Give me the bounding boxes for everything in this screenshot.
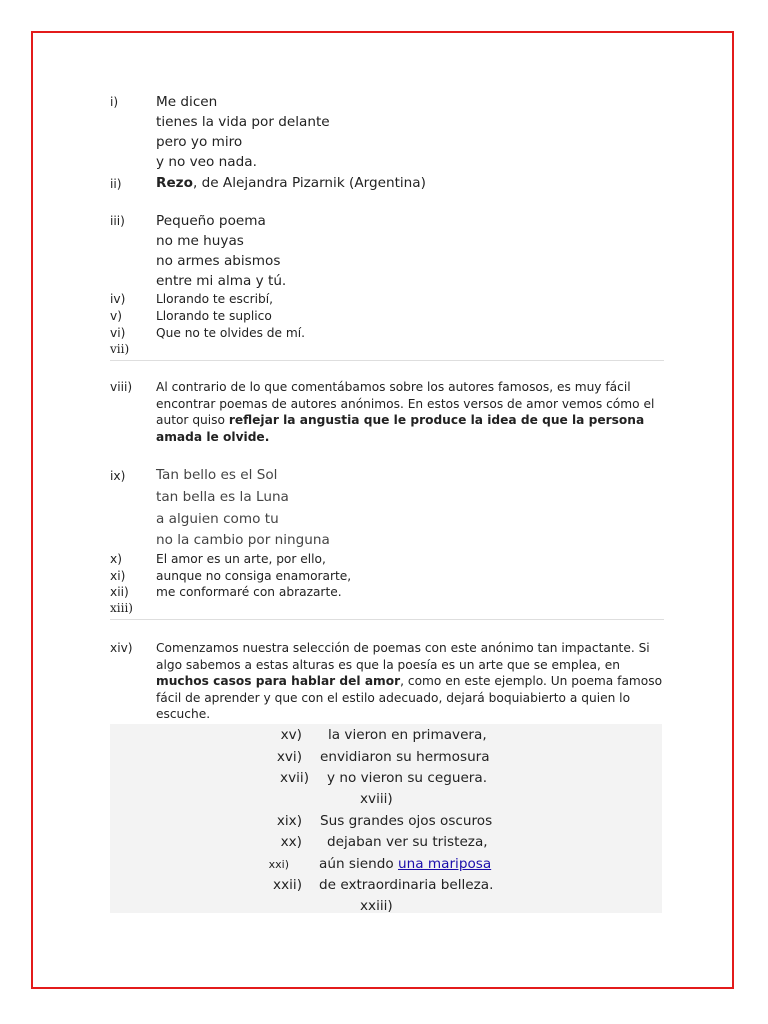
poem-line-text: aún siendo (319, 856, 398, 872)
poem-line: no armes abismos (156, 253, 281, 269)
item-number: ix) (110, 469, 126, 483)
poem-line: Llorando te suplico (156, 309, 272, 323)
poem-line: me conformaré con abrazarte. (156, 585, 342, 599)
poem-credit (156, 175, 426, 191)
paragraph (156, 640, 666, 723)
item-number: xix) (276, 813, 302, 829)
item-number: iv) (110, 292, 126, 306)
item-number: xi) (110, 569, 126, 583)
item-number: xviii) (360, 791, 393, 807)
item-number: ii) (110, 177, 122, 191)
item-number: iii) (110, 214, 125, 228)
poem-line: aunque no consiga enamorarte, (156, 569, 352, 583)
item-number: i) (110, 95, 119, 109)
poem-line: dejaban ver su tristeza, (327, 834, 488, 850)
poem-line: Me dicen (156, 94, 218, 110)
item-number: xvii) (280, 770, 309, 786)
item-number: xvi) (276, 749, 302, 765)
item-number: xxii) (273, 877, 302, 893)
poem-line: Tan bello es el Sol (156, 467, 278, 483)
item-number: xxiii) (360, 898, 393, 914)
poem-line: de extraordinaria belleza. (319, 877, 494, 893)
poem-author: , de Alejandra Pizarnik (Argentina) (192, 175, 426, 191)
item-number: xiii) (110, 601, 133, 615)
poem-line: a alguien como tu (156, 511, 279, 527)
poem-line: pero yo miro (156, 134, 243, 150)
poem-line (319, 856, 491, 872)
poem-line: tienes la vida por delante (156, 114, 330, 130)
poem-line: tan bella es la Luna (156, 489, 289, 505)
paragraph-emphasis: reflejar la angustia que le produce la idea de que la persona amada le olvide (156, 413, 645, 444)
item-number: vii) (110, 342, 130, 356)
poem-line: la vieron en primavera, (328, 727, 487, 743)
poem-line: El amor es un arte, por ello, (156, 552, 326, 566)
item-number: vi) (110, 326, 126, 340)
paragraph (156, 379, 666, 445)
poem-line: no la cambio por ninguna (156, 532, 330, 548)
poem-line: Pequeño poema (156, 213, 266, 229)
paragraph-end: . (264, 429, 270, 444)
item-number: xx) (280, 834, 302, 850)
poem-line: y no vieron su ceguera. (327, 770, 488, 786)
poem-line: envidiaron su hermosura (320, 749, 490, 765)
poem-line: Que no te olvides de mí. (156, 326, 306, 340)
item-number: viii) (110, 380, 133, 394)
item-number: xii) (110, 585, 129, 599)
item-number: x) (110, 552, 122, 566)
poem-line: y no veo nada. (156, 154, 257, 170)
paragraph-text: Al contrario de lo que comentábamos sobre los autores famosos, es muy fácil encontrar poemas de autores anónimos. En estos versos de amor vemos cómo el autor quiso (156, 380, 655, 427)
paragraph-text: Comenzamos nuestra selección de poemas con este anónimo tan impactante. Si algo sabemos a estas alturas es que la poesía es un arte que se emplea, en (156, 641, 650, 672)
poem-line: Sus grandes ojos oscuros (320, 813, 493, 829)
poem-line: Llorando te escribí, (156, 292, 273, 306)
poem-title: Rezo (156, 175, 193, 191)
divider (110, 619, 664, 620)
item-number: xxi) (268, 858, 289, 871)
paragraph-emphasis: muchos casos para hablar del amor (156, 674, 401, 688)
poem-line: entre mi alma y tú. (156, 273, 287, 289)
mariposa-link[interactable]: una mariposa (398, 856, 492, 872)
item-number: v) (110, 309, 122, 323)
paragraph-text-end: , como en este ejemplo. Un poema famoso fácil de aprender y que con el estilo adecuado, dejará boquiabierto a quien lo escuche. (156, 674, 663, 721)
item-number: xiv) (110, 641, 133, 655)
divider (110, 360, 664, 361)
poem-line: no me huyas (156, 233, 244, 249)
item-number: xv) (280, 727, 302, 743)
